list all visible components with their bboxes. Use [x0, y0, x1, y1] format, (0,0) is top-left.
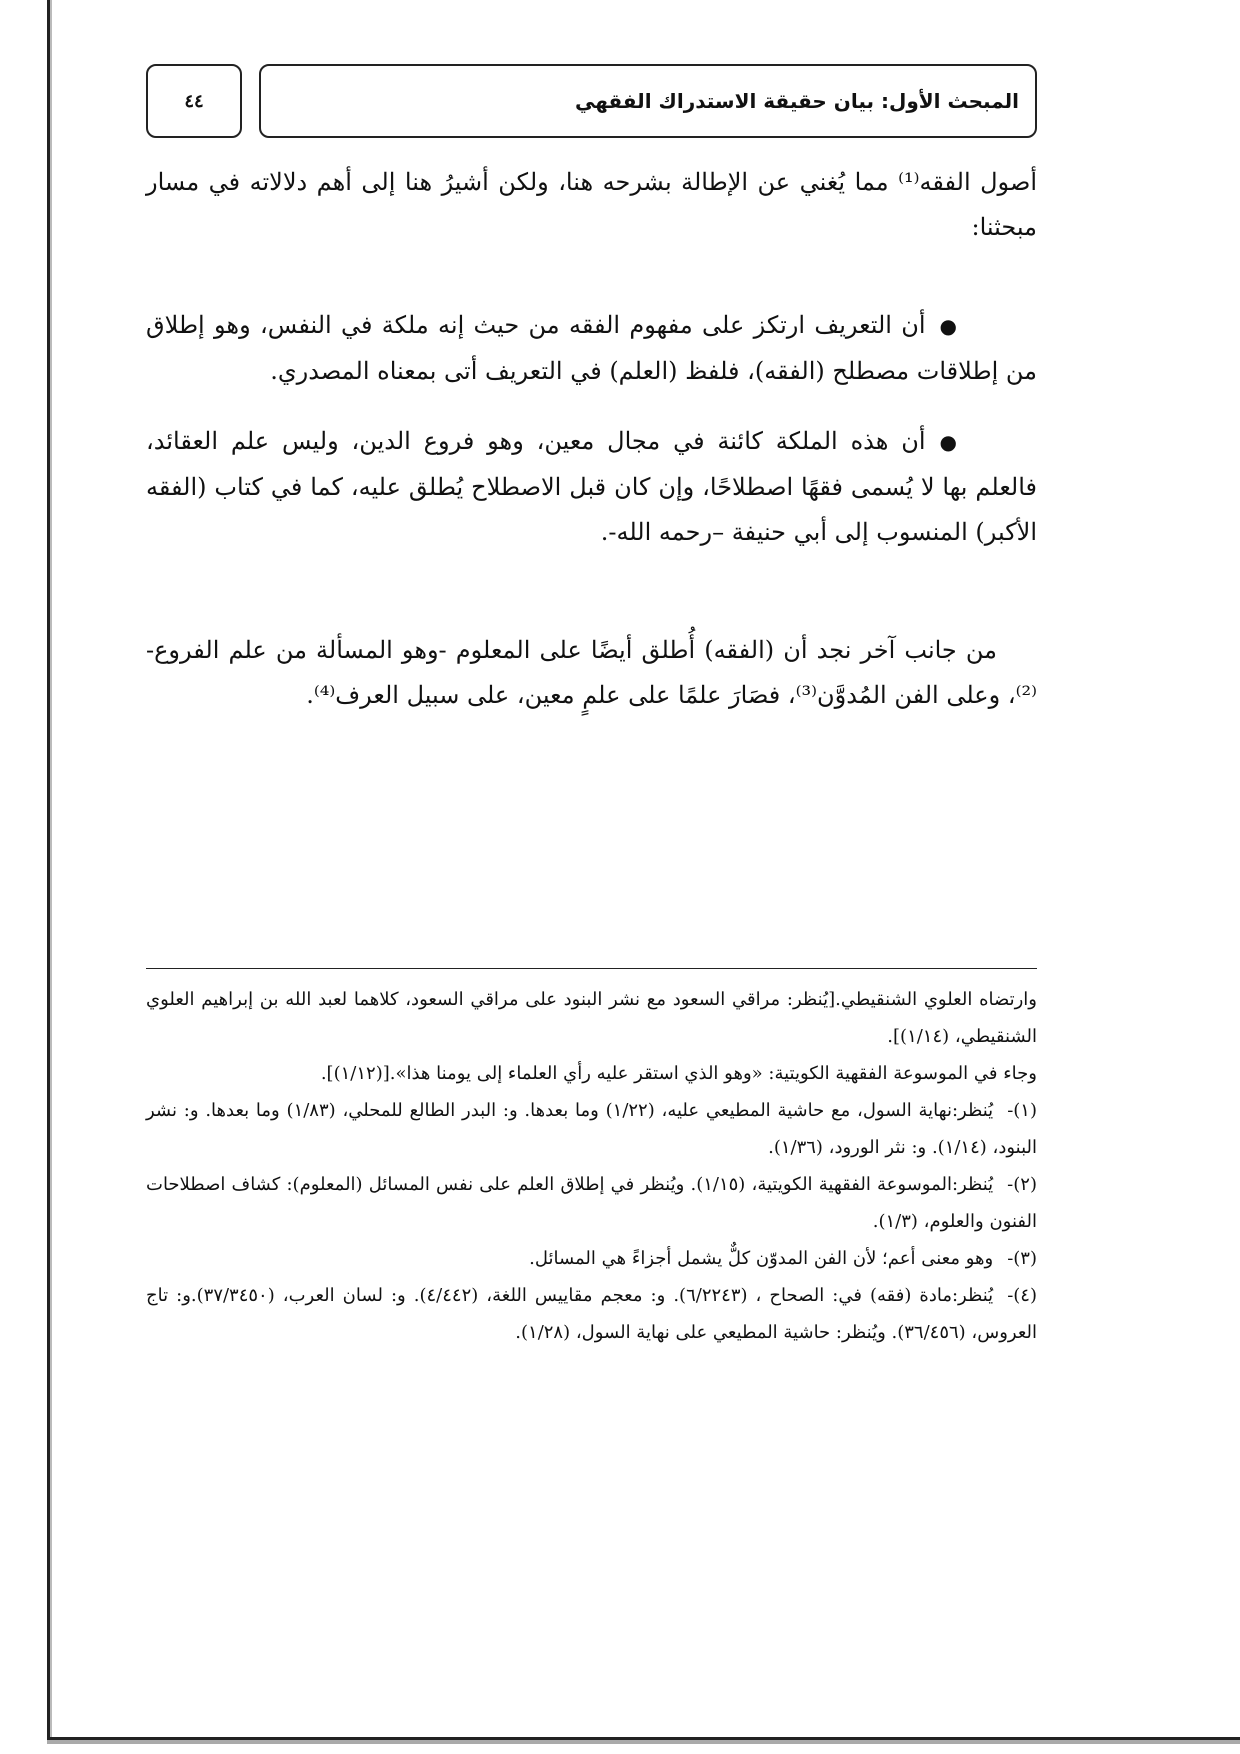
footnote-4 [146, 1277, 1037, 1351]
footnote-1 [146, 1092, 1037, 1166]
footnote-1-marker: (١)- [1007, 1100, 1037, 1121]
footnote-1-text: يُنظر:نهاية السول، مع حاشية المطيعي عليه، (١/٢٢) وما بعدها. و: البدر الطالع للمحلي، (١/٨٣) وما بعدها. و: نشر البنود، (١/١٤). و: نثر الورود، (١/٣٦). [146, 1100, 1037, 1158]
footnote-2-marker: (٢)- [1007, 1174, 1037, 1195]
paragraph-closing [146, 628, 1037, 718]
footnote-continuation-2: وجاء في الموسوعة الفقهية الكويتية: «وهو الذي استقر عليه رأي العلماء إلى يومنا هذا».[(١/١٢)]. [320, 1063, 1037, 1084]
header-title: المبحث الأول: بيان حقيقة الاستدراك الفقهي [574, 89, 1019, 113]
footnote-3 [146, 1240, 1037, 1277]
footnote-2-text: يُنظر:الموسوعة الفقهية الكويتية، (١/١٥). ويُنظر في إطلاق العلم على نفس المسائل (المعلوم): كشاف اصطلاحات الفنون والعلوم، (١/٣). [146, 1174, 1037, 1232]
bullet-item-2 [146, 419, 1037, 555]
bullet-item-1 [146, 303, 1037, 394]
bullet-icon: ● [939, 430, 957, 454]
page-frame-left-shadow [50, 0, 52, 1738]
footnotes-section [146, 981, 1037, 1351]
paragraph-intro [146, 160, 1037, 250]
paragraph-closing-text: من جانب آخر نجد أن (الفقه) أُطلق أيضًا على المعلوم -وهو المسألة من علم الفروع-⁽²⁾، وعلى الفن المُدوَّن⁽³⁾، فصَارَ علمًا على علمٍ معين، على سبيل العرف⁽⁴⁾. [146, 636, 1037, 709]
footnote-4-text: يُنظر:مادة (فقه) في: الصحاح ، (٦/٢٢٤٣). و: معجم مقاييس اللغة، (٤/٤٤٢). و: لسان العرب، (٣٧/٣٤٥٠).و: تاج العروس، (٣٦/٤٥٦). ويُنظر: حاشية المطيعي على نهاية السول، (١/٢٨). [146, 1285, 1037, 1343]
footnote-2 [146, 1166, 1037, 1240]
page-number-box [146, 64, 242, 138]
footnote-3-text: وهو معنى أعم؛ لأن الفن المدوّن كلٌّ يشمل أجزاءً هي المسائل. [529, 1248, 994, 1269]
running-header [259, 64, 1037, 138]
bullet-item-2-text: أن هذه الملكة كائنة في مجال معين، وهو فروع الدين، وليس علم العقائد، فالعلم بها لا يُسمى فقهًا اصطلاحًا، وإن كان قبل الاصطلاح يُطلق عليه، كما في كتاب (الفقه الأكبر) المنسوب إلى أبي حنيفة –رحمه الله-. [146, 427, 1037, 546]
paragraph-intro-text: أصول الفقه⁽¹⁾ مما يُغني عن الإطالة بشرحه هنا، ولكن أشيرُ هنا إلى أهم دلالاته في مسار مبحثنا: [146, 168, 1037, 241]
bullet-item-1-text: أن التعريف ارتكز على مفهوم الفقه من حيث إنه ملكة في النفس، وهو إطلاق من إطلاقات مصطلح (الفقه)، فلفظ (العلم) في التعريف أتى بمعناه المصدري. [146, 311, 1037, 385]
footnote-separator [146, 968, 1037, 969]
bullet-icon: ● [939, 314, 957, 338]
footnote-continuation-1: وارتضاه العلوي الشنقيطي.[يُنظر: مراقي السعود مع نشر البنود على مراقي السعود، كلاهما لعبد الله بن إبراهيم العلوي الشنقيطي، (١/١٤)]. [146, 989, 1037, 1047]
footnote-3-marker: (٣)- [1007, 1248, 1037, 1269]
page-frame-bottom-shadow [47, 1740, 1240, 1744]
page-number: ٤٤ [184, 90, 204, 112]
footnote-4-marker: (٤)- [1007, 1285, 1037, 1306]
